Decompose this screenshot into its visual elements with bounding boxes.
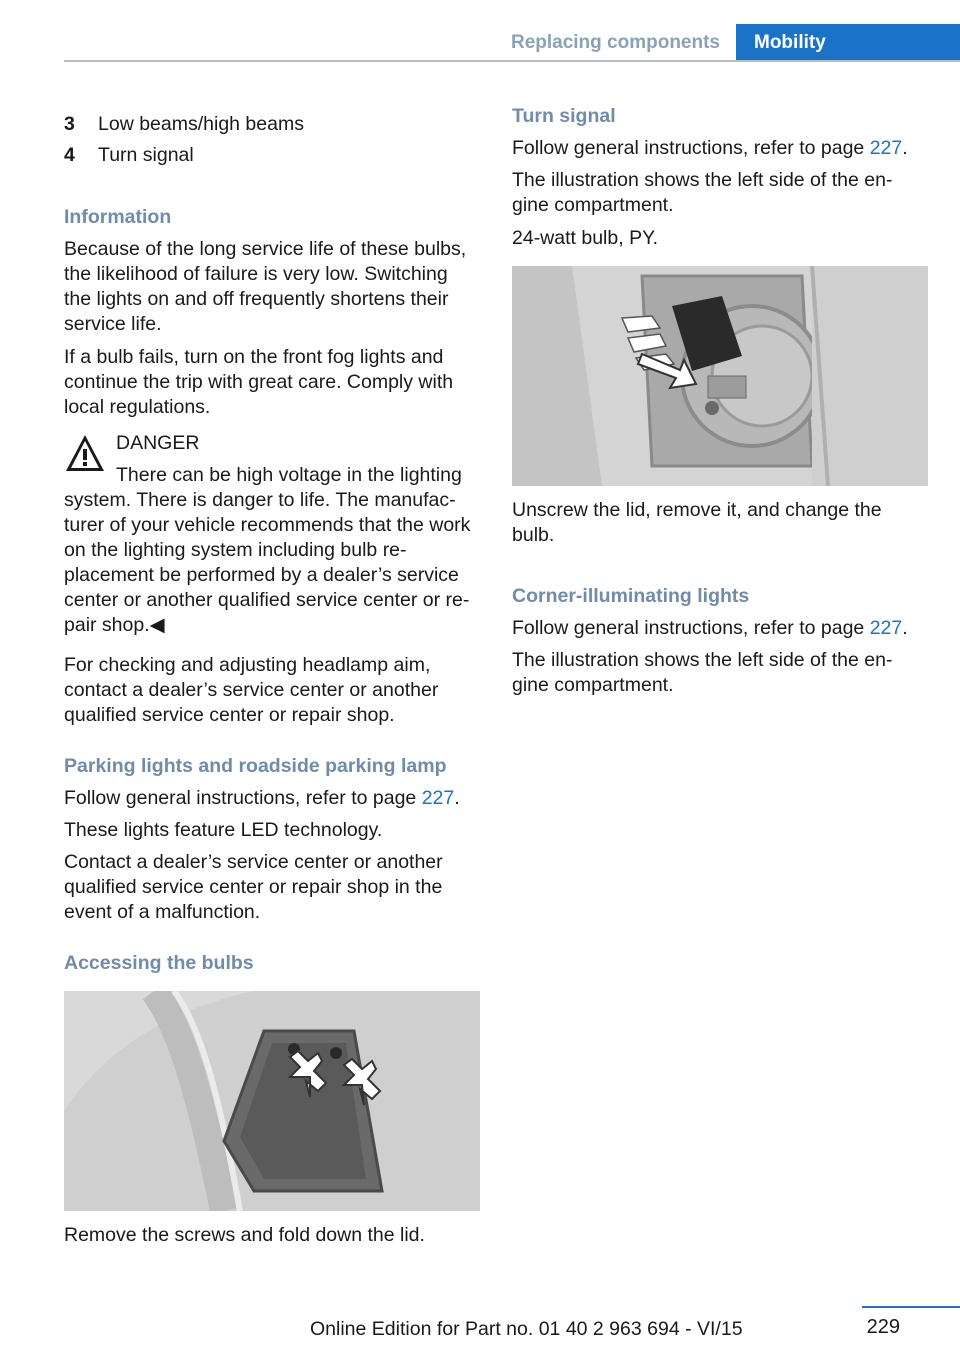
information-heading: Information — [64, 206, 172, 228]
corner-instructions: Follow general instructions, refer to page 227. — [512, 617, 908, 639]
turn-instructions: Follow general instructions, refer to page 227. — [512, 137, 908, 159]
danger-title: DANGER — [116, 432, 200, 454]
turn-illustration-note: The illustration shows the left side of the en-gine compartment. — [512, 169, 893, 216]
section-title: Replacing components — [510, 32, 720, 53]
turn-signal-heading: Turn signal — [512, 105, 616, 127]
list-number: 4 — [64, 144, 75, 166]
list-number: 3 — [64, 113, 75, 135]
footer-divider — [862, 1306, 960, 1308]
access-caption: Remove the screws and fold down the lid. — [64, 1224, 425, 1246]
corner-lights-heading: Corner-illuminating lights — [512, 585, 750, 607]
page-link[interactable]: 227 — [421, 787, 455, 809]
danger-text: There can be high voltage in the lighting system. There is danger to life. The manufac-turer of your vehicle recommends that the work on the lighting system including bulb re-placement be performed by a dealer’s service center or another qualified service center or re-pair shop.◀ — [64, 464, 471, 636]
parking-lights-heading: Parking lights and roadside parking lamp — [64, 755, 447, 777]
header-divider — [64, 60, 960, 62]
edition-note: Online Edition for Part no. 01 40 2 963 694 - VI/15 — [310, 1318, 743, 1340]
turn-signal-illustration — [512, 266, 928, 486]
parking-instructions: Follow general instructions, refer to page 227. — [64, 787, 460, 809]
accessing-bulbs-heading: Accessing the bulbs — [64, 952, 254, 974]
page-link[interactable]: 227 — [869, 617, 903, 639]
malfunction-paragraph: Contact a dealer’s service center or another qualified service center or repair shop in the event of a malfunction. — [64, 851, 443, 923]
headlamp-aim-paragraph: For checking and adjusting headlamp aim, contact a dealer’s service center or another qualified service center or repair shop. — [64, 654, 439, 726]
page-number: 229 — [866, 1316, 900, 1338]
information-paragraph: Because of the long service life of these bulbs, the likelihood of failure is very low. Switching the lights on and off frequently shortens their service life. — [64, 238, 467, 335]
bulb-failure-paragraph: If a bulb fails, turn on the front fog lights and continue the trip with great care. Comply with local regulations. — [64, 346, 454, 418]
turn-caption: Unscrew the lid, remove it, and change the bulb. — [512, 499, 882, 546]
list-label: Turn signal — [98, 144, 194, 166]
wheel-arch-lid-illustration — [64, 991, 480, 1211]
bulb-spec: 24-watt bulb, PY. — [512, 227, 658, 249]
chapter-tab[interactable]: Mobility — [736, 24, 960, 62]
led-paragraph: These lights feature LED technology. — [64, 819, 383, 841]
page-link[interactable]: 227 — [869, 137, 903, 159]
corner-illustration-note: The illustration shows the left side of the en-gine compartment. — [512, 649, 893, 696]
list-label: Low beams/high beams — [98, 113, 304, 135]
